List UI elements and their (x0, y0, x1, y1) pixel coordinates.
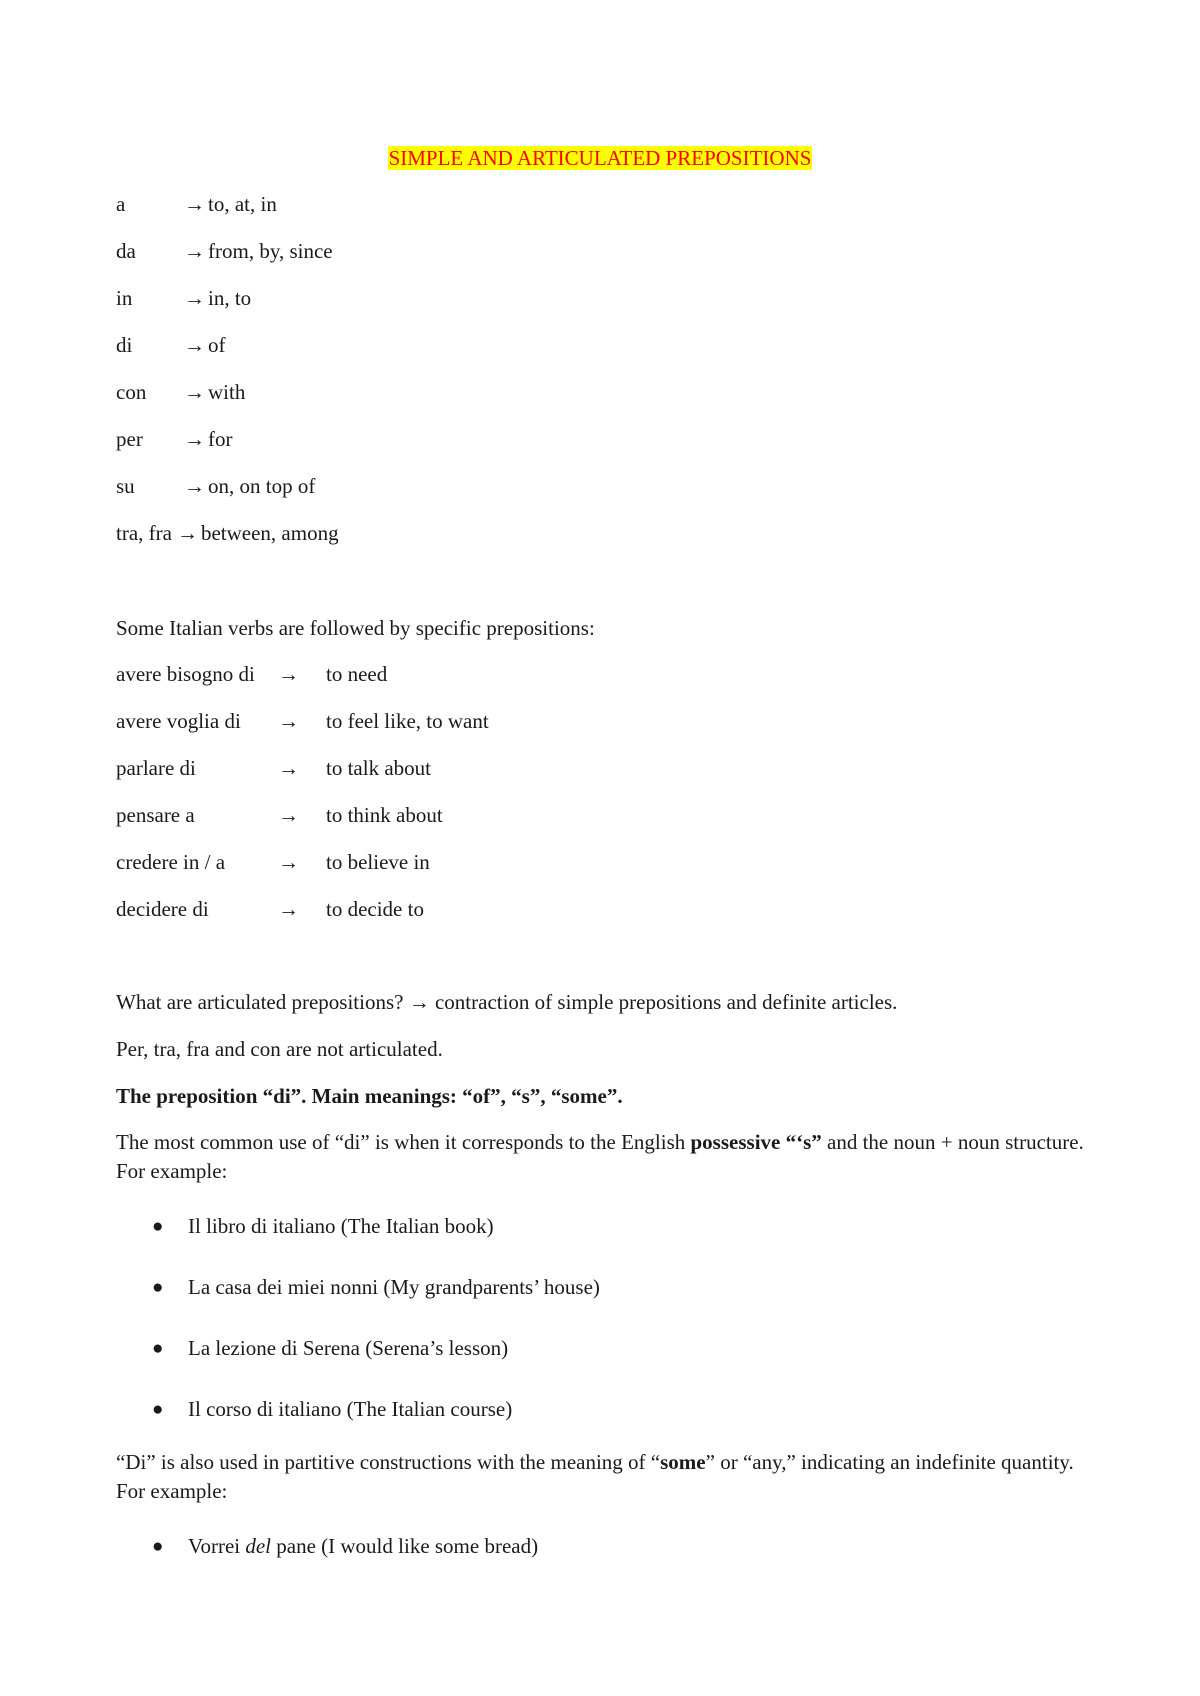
preposition-row (116, 286, 339, 333)
preposition-row (116, 333, 339, 380)
arrow-icon: → (278, 897, 299, 921)
italian-verb: credere in / a (116, 850, 226, 874)
arrow-icon: → (278, 756, 299, 780)
example-list-item (152, 1397, 512, 1423)
page-title: SIMPLE AND ARTICULATED PREPOSITIONS (388, 146, 812, 170)
verb-row (116, 709, 489, 733)
english-verb: to believe in (326, 850, 430, 874)
di-heading-text: The preposition “di”. Main meanings: “of”, “s”, “some”. (116, 1084, 623, 1108)
italian-verb: parlare di (116, 756, 196, 780)
preposition-row (116, 192, 339, 239)
arrow-icon: → (408, 990, 430, 1014)
partitive-example-italic: del (245, 1534, 272, 1558)
english-meaning: in, to (208, 286, 252, 310)
arrow-icon: → (184, 192, 205, 216)
italian-verb: avere voglia di (116, 709, 241, 733)
english-meaning: of (208, 333, 226, 357)
arrow-icon: → (184, 427, 205, 451)
partitive-paragraph (116, 1448, 1096, 1506)
english-meaning: on, on top of (208, 474, 316, 498)
example-list-item (152, 1336, 508, 1362)
arrow-icon: → (184, 286, 205, 310)
example-text: Il corso di italiano (The Italian course) (188, 1397, 513, 1421)
preposition-row (116, 474, 339, 521)
italian-preposition: per (116, 427, 143, 451)
italian-preposition: su (116, 474, 135, 498)
arrow-icon: → (278, 803, 299, 827)
arrow-icon: → (278, 850, 299, 874)
english-meaning: between, among (200, 521, 339, 545)
articulated-definition (116, 990, 897, 1014)
arrow-icon: → (278, 662, 299, 686)
partitive-text-2: ” or “any,” indicating an indefinite quantity. For example: (116, 1450, 1074, 1503)
italian-verb: pensare a (116, 803, 195, 827)
not-articulated-note: Per, tra, fra and con are not articulated. (116, 1037, 443, 1061)
bullet-icon: ● (152, 1216, 164, 1237)
preposition-row (116, 427, 339, 474)
italian-preposition: di (116, 333, 133, 357)
english-verb: to think about (326, 803, 443, 827)
di-possessive-paragraph (116, 1128, 1096, 1186)
di-heading (116, 1084, 623, 1108)
english-verb: to decide to (326, 897, 424, 921)
preposition-row (116, 380, 339, 427)
example-list-item (152, 1214, 494, 1240)
preposition-row (116, 239, 339, 286)
di-para-bold: possessive “‘s” (690, 1130, 822, 1154)
bullet-icon: ● (152, 1399, 164, 1420)
partitive-example (188, 1534, 538, 1560)
verb-row (116, 756, 431, 780)
english-meaning: from, by, since (208, 239, 333, 263)
verb-row (116, 662, 387, 686)
italian-verb: avere bisogno di (116, 662, 255, 686)
italian-preposition: da (116, 239, 136, 263)
verb-row (116, 850, 430, 874)
example-list-item (152, 1275, 600, 1301)
partitive-bold: some (660, 1450, 706, 1474)
bullet-icon: ● (152, 1536, 164, 1557)
di-para-text-1: The most common use of “di” is when it corresponds to the English (116, 1130, 691, 1154)
partitive-text-1: “Di” is also used in partitive constructions with the meaning of “ (116, 1450, 661, 1474)
italian-preposition: tra, fra (116, 521, 172, 545)
english-meaning: with (208, 380, 246, 404)
example-text: Il libro di italiano (The Italian book) (188, 1214, 494, 1238)
articulated-question: What are articulated prepositions? (116, 990, 404, 1014)
verbs-intro: Some Italian verbs are followed by specific prepositions: (116, 616, 595, 640)
english-verb: to feel like, to want (326, 709, 489, 733)
arrow-icon: → (184, 239, 205, 263)
italian-preposition: a (116, 192, 126, 216)
italian-verb: decidere di (116, 897, 209, 921)
example-text: La lezione di Serena (Serena’s lesson) (188, 1336, 509, 1360)
arrow-icon: → (278, 709, 299, 733)
italian-preposition: con (116, 380, 147, 404)
articulated-answer: contraction of simple prepositions and definite articles. (434, 990, 898, 1014)
arrow-icon: → (184, 333, 205, 357)
english-verb: to need (326, 662, 388, 686)
example-text: La casa dei miei nonni (My grandparents’ house) (188, 1275, 600, 1299)
partitive-example-text-2: pane (I would like some bread) (271, 1534, 539, 1558)
arrow-icon: → (184, 380, 205, 404)
italian-preposition: in (116, 286, 133, 310)
partitive-example-text-1: Vorrei (188, 1534, 246, 1558)
partitive-list-item (152, 1534, 538, 1560)
di-para-text-2: and the noun + noun structure. For example: (116, 1130, 1084, 1183)
english-verb: to talk about (326, 756, 431, 780)
verb-row (116, 803, 443, 827)
verb-row (116, 897, 424, 921)
simple-prepositions-list (116, 192, 339, 568)
preposition-row (116, 521, 339, 568)
english-meaning: for (208, 427, 233, 451)
title-container (0, 146, 1200, 171)
bullet-icon: ● (152, 1277, 164, 1298)
arrow-icon: → (176, 521, 198, 545)
english-meaning: to, at, in (208, 192, 277, 216)
bullet-icon: ● (152, 1338, 164, 1359)
arrow-icon: → (184, 474, 205, 498)
